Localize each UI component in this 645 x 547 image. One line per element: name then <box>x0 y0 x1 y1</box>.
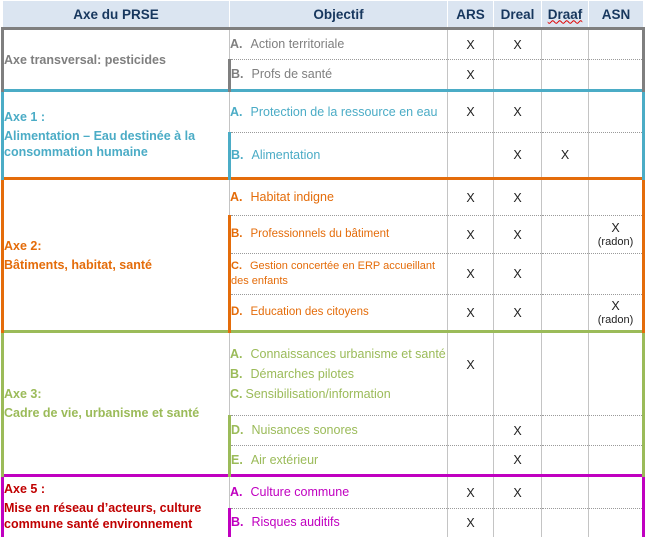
objective-cell <box>230 179 448 216</box>
dreal-mark: X <box>494 179 542 216</box>
draaf-mark <box>542 254 589 295</box>
objective-letter: A. <box>230 485 243 499</box>
ars-mark: X <box>448 476 494 509</box>
axe-title: Axe transversal: pesticides <box>4 52 166 67</box>
table-row <box>3 332 644 416</box>
dreal-mark <box>494 509 542 537</box>
objective-letter: E. <box>231 452 243 467</box>
objective-letter: C. <box>230 386 243 401</box>
draaf-mark <box>542 476 589 509</box>
objective-text: Profs de santé <box>251 67 333 81</box>
draaf-mark <box>542 216 589 254</box>
ars-mark: X <box>448 91 494 133</box>
table-row <box>3 476 644 509</box>
asn-mark <box>589 476 644 509</box>
objective-letter: B. <box>230 366 243 381</box>
header-asn: ASN <box>589 1 644 29</box>
prse-table <box>1 0 645 537</box>
dreal-mark: X <box>494 446 542 476</box>
objective-cell <box>230 29 448 60</box>
objective-cell <box>230 60 448 91</box>
objective-item <box>230 386 447 403</box>
objective-cell <box>230 509 448 537</box>
asn-note: (radon) <box>597 235 634 248</box>
objective-letter: A. <box>230 190 243 204</box>
draaf-mark <box>542 179 589 216</box>
asn-mark: X <box>611 220 620 235</box>
dreal-mark: X <box>494 476 542 509</box>
draaf-mark <box>542 446 589 476</box>
axe-transversal <box>3 29 230 91</box>
asn-mark <box>589 91 644 133</box>
axe-number: Axe 1 : <box>4 110 45 124</box>
objective-letter: B. <box>231 515 244 530</box>
table-row <box>3 91 644 133</box>
asn-mark <box>589 416 644 446</box>
asn-mark <box>589 332 644 416</box>
objective-letter: B. <box>231 228 243 240</box>
asn-mark-with-note <box>589 295 644 332</box>
asn-mark <box>589 133 644 179</box>
objective-text: Sensibilisation/information <box>245 386 391 401</box>
objective-cell <box>230 295 448 332</box>
objective-text: Démarches pilotes <box>250 366 355 381</box>
ars-mark: X <box>448 60 494 91</box>
axe-number: Axe 2: <box>4 238 42 253</box>
objective-item <box>230 366 447 383</box>
objective-text: Air extérieur <box>250 452 319 467</box>
objective-letter: B. <box>231 147 244 162</box>
draaf-mark <box>542 332 589 416</box>
ars-mark <box>448 416 494 446</box>
objective-text: Alimentation <box>251 147 321 162</box>
objective-cell <box>230 133 448 179</box>
draaf-mark <box>542 509 589 537</box>
draaf-mark <box>542 29 589 60</box>
objective-cell <box>230 91 448 133</box>
asn-mark <box>589 179 644 216</box>
ars-mark <box>448 133 494 179</box>
objective-letter: A. <box>230 104 243 119</box>
header-axe: Axe du PRSE <box>3 1 230 29</box>
objective-letter: D. <box>231 306 243 318</box>
ars-mark: X <box>448 295 494 332</box>
draaf-mark <box>542 295 589 332</box>
ars-mark: X <box>448 254 494 295</box>
objective-text: Habitat indigne <box>250 190 334 204</box>
objective-cell <box>230 216 448 254</box>
asn-mark <box>589 60 644 91</box>
objective-text: Nuisances sonores <box>251 423 358 437</box>
asn-mark <box>589 254 644 295</box>
draaf-mark: X <box>542 133 589 179</box>
ars-mark: X <box>448 216 494 254</box>
ars-mark: X <box>448 29 494 60</box>
dreal-mark <box>494 332 542 416</box>
axe-3 <box>3 332 230 476</box>
axe-title: Mise en réseau d’acteurs, culture commune santé environnement <box>4 501 202 532</box>
axe-5 <box>3 476 230 537</box>
objective-cell <box>230 332 448 416</box>
dreal-mark: X <box>494 29 542 60</box>
draaf-mark <box>542 416 589 446</box>
header-draaf <box>542 1 589 29</box>
dreal-mark: X <box>494 91 542 133</box>
objective-letter: B. <box>231 67 244 81</box>
header-draaf-label: Draaf <box>547 6 583 22</box>
objective-cell <box>230 476 448 509</box>
objective-text: Risques auditifs <box>251 515 340 530</box>
axe-2 <box>3 179 230 332</box>
objective-cell <box>230 254 448 295</box>
asn-mark <box>589 29 644 60</box>
axe-number: Axe 5 : <box>4 482 45 497</box>
objective-text: Professionnels du bâtiment <box>250 228 390 240</box>
dreal-mark: X <box>494 216 542 254</box>
header-ars: ARS <box>448 1 494 29</box>
objective-text: Culture commune <box>250 485 350 499</box>
objective-item <box>230 346 447 363</box>
objective-letter: C. <box>231 260 242 272</box>
objective-letter: D. <box>231 423 244 437</box>
objective-cell <box>230 416 448 446</box>
header-objectif: Objectif <box>230 1 448 29</box>
dreal-mark: X <box>494 416 542 446</box>
asn-mark-with-note <box>589 216 644 254</box>
objective-letter: A. <box>230 346 243 361</box>
axe-title: Bâtiments, habitat, santé <box>4 257 152 272</box>
objective-cell <box>230 446 448 476</box>
ars-mark: X <box>448 509 494 537</box>
table-row <box>3 179 644 216</box>
objective-text: Education des citoyens <box>250 306 369 318</box>
dreal-mark: X <box>494 254 542 295</box>
axe-number: Axe 3: <box>4 387 42 401</box>
dreal-mark: X <box>494 133 542 179</box>
axe-title: Alimentation – Eau destinée à la consommation humaine <box>4 129 196 159</box>
table-row <box>3 29 644 60</box>
dreal-mark: X <box>494 295 542 332</box>
draaf-mark <box>542 91 589 133</box>
axe-title: Cadre de vie, urbanisme et santé <box>4 406 200 420</box>
asn-mark: X <box>611 298 620 313</box>
asn-note: (radon) <box>597 313 634 326</box>
ars-mark: X <box>448 179 494 216</box>
ars-mark: X <box>448 332 494 416</box>
axe-1 <box>3 91 230 179</box>
header-row <box>3 1 644 29</box>
draaf-mark <box>542 60 589 91</box>
header-dreal: Dreal <box>494 1 542 29</box>
ars-mark <box>448 446 494 476</box>
asn-mark <box>589 446 644 476</box>
objective-text: Connaissances urbanisme et santé <box>250 346 446 361</box>
asn-mark <box>589 509 644 537</box>
objective-text: Action territoriale <box>250 37 345 51</box>
objective-text: Protection de la ressource en eau <box>250 104 438 119</box>
dreal-mark <box>494 60 542 91</box>
objective-text: Gestion concertée en ERP accueillant des enfants <box>231 260 436 287</box>
objective-letter: A. <box>230 37 243 51</box>
